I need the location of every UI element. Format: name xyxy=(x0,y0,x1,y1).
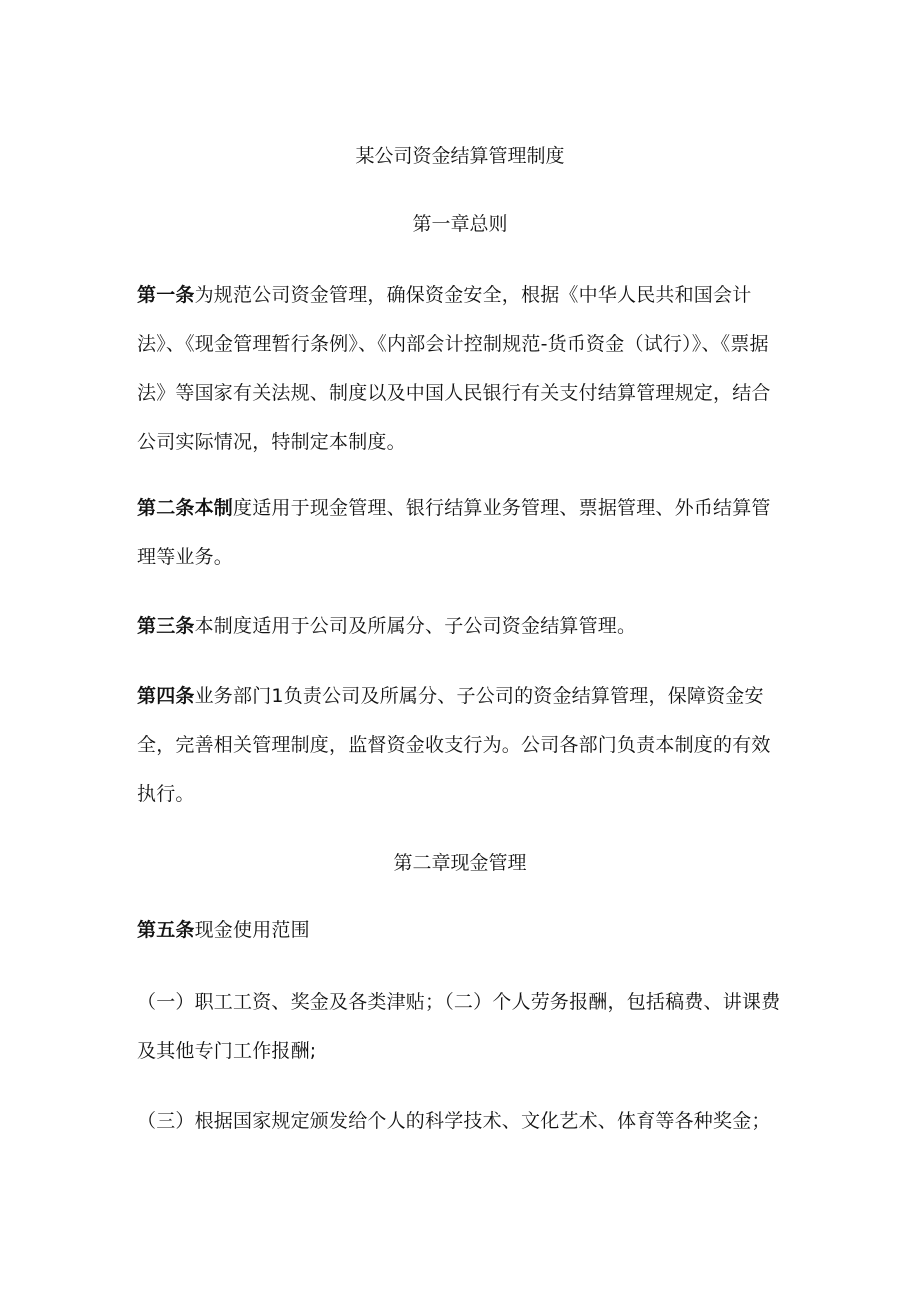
article-4-text: 业务部门1负责公司及所属分、子公司的资金结算管理，保障资金安全，完善相关管理制度，监督资金收支行为。公司各部门负责本制度的有效执行。 xyxy=(137,685,771,805)
article-5-text: 现金使用范围 xyxy=(194,919,310,941)
article-1-label: 第一条 xyxy=(137,284,195,306)
document-title: 某公司资金结算管理制度 xyxy=(355,145,565,167)
chapter-heading-1: 第一章总则 xyxy=(412,213,508,235)
list-item: （三）根据国家规定颁发给个人的科学技术、文化艺术、体育等各种奖金； xyxy=(137,1110,771,1132)
article-4 xyxy=(137,672,789,819)
article-3 xyxy=(137,602,789,651)
article-5 xyxy=(137,906,789,955)
article-3-label: 第三条 xyxy=(137,615,195,637)
list-item: （一）职工工资、奖金及各类津贴；（二）个人劳务报酬，包括稿费、讲课费及其他专门工作报酬; xyxy=(137,991,781,1062)
article-2-label: 第二条本制 xyxy=(137,497,234,519)
article-2 xyxy=(137,484,789,582)
article-2-text: 度适用于现金管理、银行结算业务管理、票据管理、外币结算管理等业务。 xyxy=(137,497,771,568)
article-5-label: 第五条 xyxy=(137,919,195,941)
article-3-text: 本制度适用于公司及所属分、子公司资金结算管理。 xyxy=(194,615,637,637)
article-1 xyxy=(137,271,789,467)
chapter-heading-2: 第二章现金管理 xyxy=(393,852,527,874)
article-4-label: 第四条 xyxy=(137,685,195,707)
article-1-text: 为规范公司资金管理，确保资金安全，根据《中华人民共和国会计法》、《现金管理暂行条例》、《内部会计控制规范-货币资金（试行）》、《票据法》等国家有关法规、制度以及中国人民银行有关支付结算管理规定，结合公司实际情况，特制定本制度。 xyxy=(137,284,771,453)
